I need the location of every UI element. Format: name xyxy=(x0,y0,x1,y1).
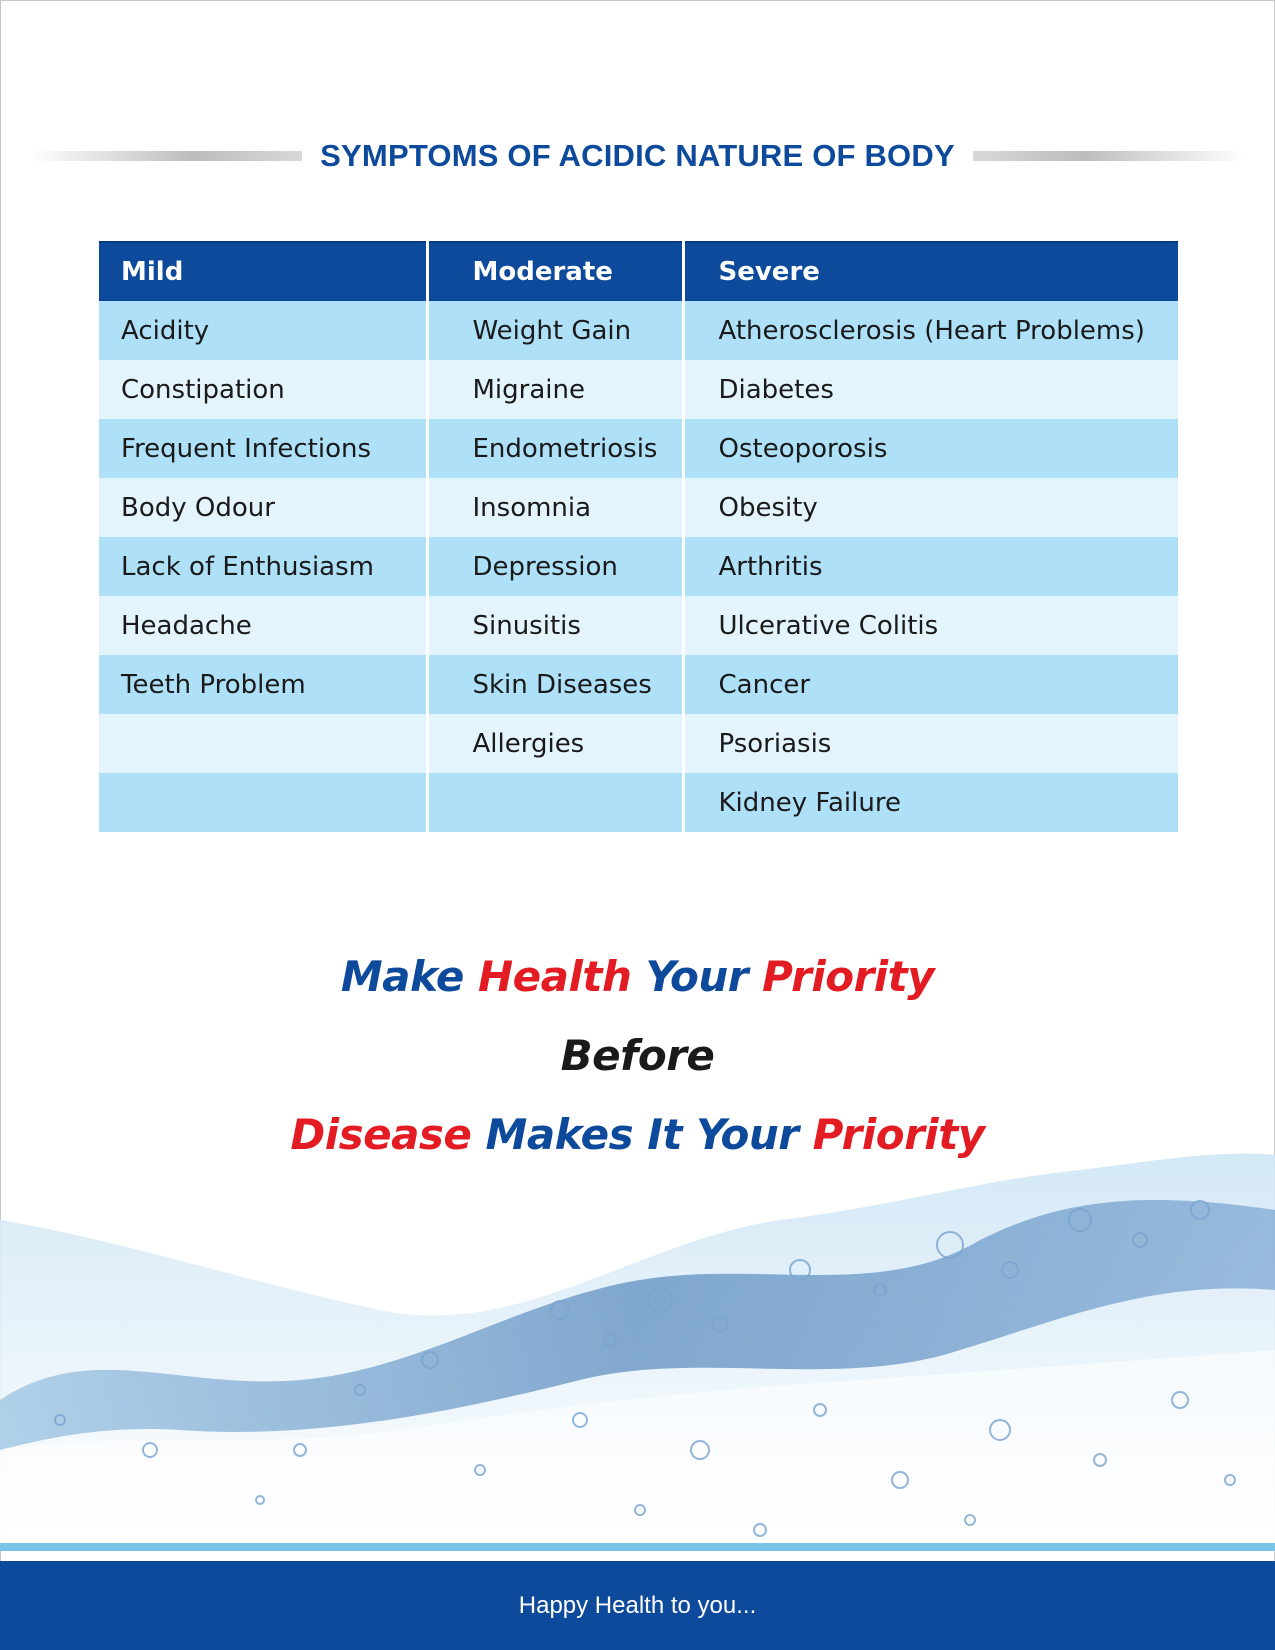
slogan-word: Priority xyxy=(812,1110,985,1159)
table-cell: Ulcerative Colitis xyxy=(683,596,1178,655)
table-cell: Teeth Problem xyxy=(99,655,427,714)
table-cell: Cancer xyxy=(683,655,1178,714)
table-cell: Obesity xyxy=(683,478,1178,537)
table-cell: Kidney Failure xyxy=(683,773,1178,832)
table-row xyxy=(99,655,1178,714)
table-row xyxy=(99,714,1178,773)
table-cell: Insomnia xyxy=(427,478,683,537)
table-cell: Osteoporosis xyxy=(683,419,1178,478)
table-cell xyxy=(99,714,427,773)
slogan-word: Priority xyxy=(762,952,935,1001)
title-row xyxy=(30,133,1245,179)
table-row xyxy=(99,360,1178,419)
symptoms-table xyxy=(99,241,1178,832)
slogan-word: Your xyxy=(696,1110,799,1159)
slogan-word: Your xyxy=(645,952,748,1001)
table-cell: Atherosclerosis (Heart Problems) xyxy=(683,301,1178,360)
table-row xyxy=(99,419,1178,478)
header-mild: Mild xyxy=(99,242,427,301)
table-cell: Frequent Infections xyxy=(99,419,427,478)
slogan-word: Make xyxy=(340,952,464,1001)
page-title: SYMPTOMS OF ACIDIC NATURE OF BODY xyxy=(320,138,955,173)
table-cell: Psoriasis xyxy=(683,714,1178,773)
footer-bar xyxy=(0,1561,1275,1650)
title-rule-right xyxy=(973,148,1245,164)
table-cell: Constipation xyxy=(99,360,427,419)
table-cell: Weight Gain xyxy=(427,301,683,360)
table-cell: Allergies xyxy=(427,714,683,773)
slogan-line-2 xyxy=(0,1031,1275,1080)
water-splash-image xyxy=(0,1150,1275,1550)
slogan-word: Disease xyxy=(290,1110,472,1159)
header-moderate: Moderate xyxy=(427,242,683,301)
slogan-word: Makes It xyxy=(485,1110,682,1159)
table-cell xyxy=(99,773,427,832)
slogan-word: Before xyxy=(560,1031,715,1080)
table-cell: Arthritis xyxy=(683,537,1178,596)
table-cell: Headache xyxy=(99,596,427,655)
table-row xyxy=(99,596,1178,655)
table-cell: Lack of Enthusiasm xyxy=(99,537,427,596)
title-rule-left xyxy=(30,148,302,164)
table-cell: Depression xyxy=(427,537,683,596)
table-cell: Sinusitis xyxy=(427,596,683,655)
table-cell: Diabetes xyxy=(683,360,1178,419)
table-cell: Endometriosis xyxy=(427,419,683,478)
table-header-row xyxy=(99,242,1178,301)
table-cell: Body Odour xyxy=(99,478,427,537)
header-severe: Severe xyxy=(683,242,1178,301)
table-row xyxy=(99,478,1178,537)
table-cell: Skin Diseases xyxy=(427,655,683,714)
table-row xyxy=(99,537,1178,596)
table-row xyxy=(99,301,1178,360)
slogan-word: Health xyxy=(478,952,632,1001)
table-cell: Migraine xyxy=(427,360,683,419)
table-cell: Acidity xyxy=(99,301,427,360)
slogan-line-1 xyxy=(0,952,1275,1001)
footer-accent-line xyxy=(0,1543,1275,1551)
table-row xyxy=(99,773,1178,832)
table-cell xyxy=(427,773,683,832)
footer-text: Happy Health to you... xyxy=(518,1591,757,1619)
